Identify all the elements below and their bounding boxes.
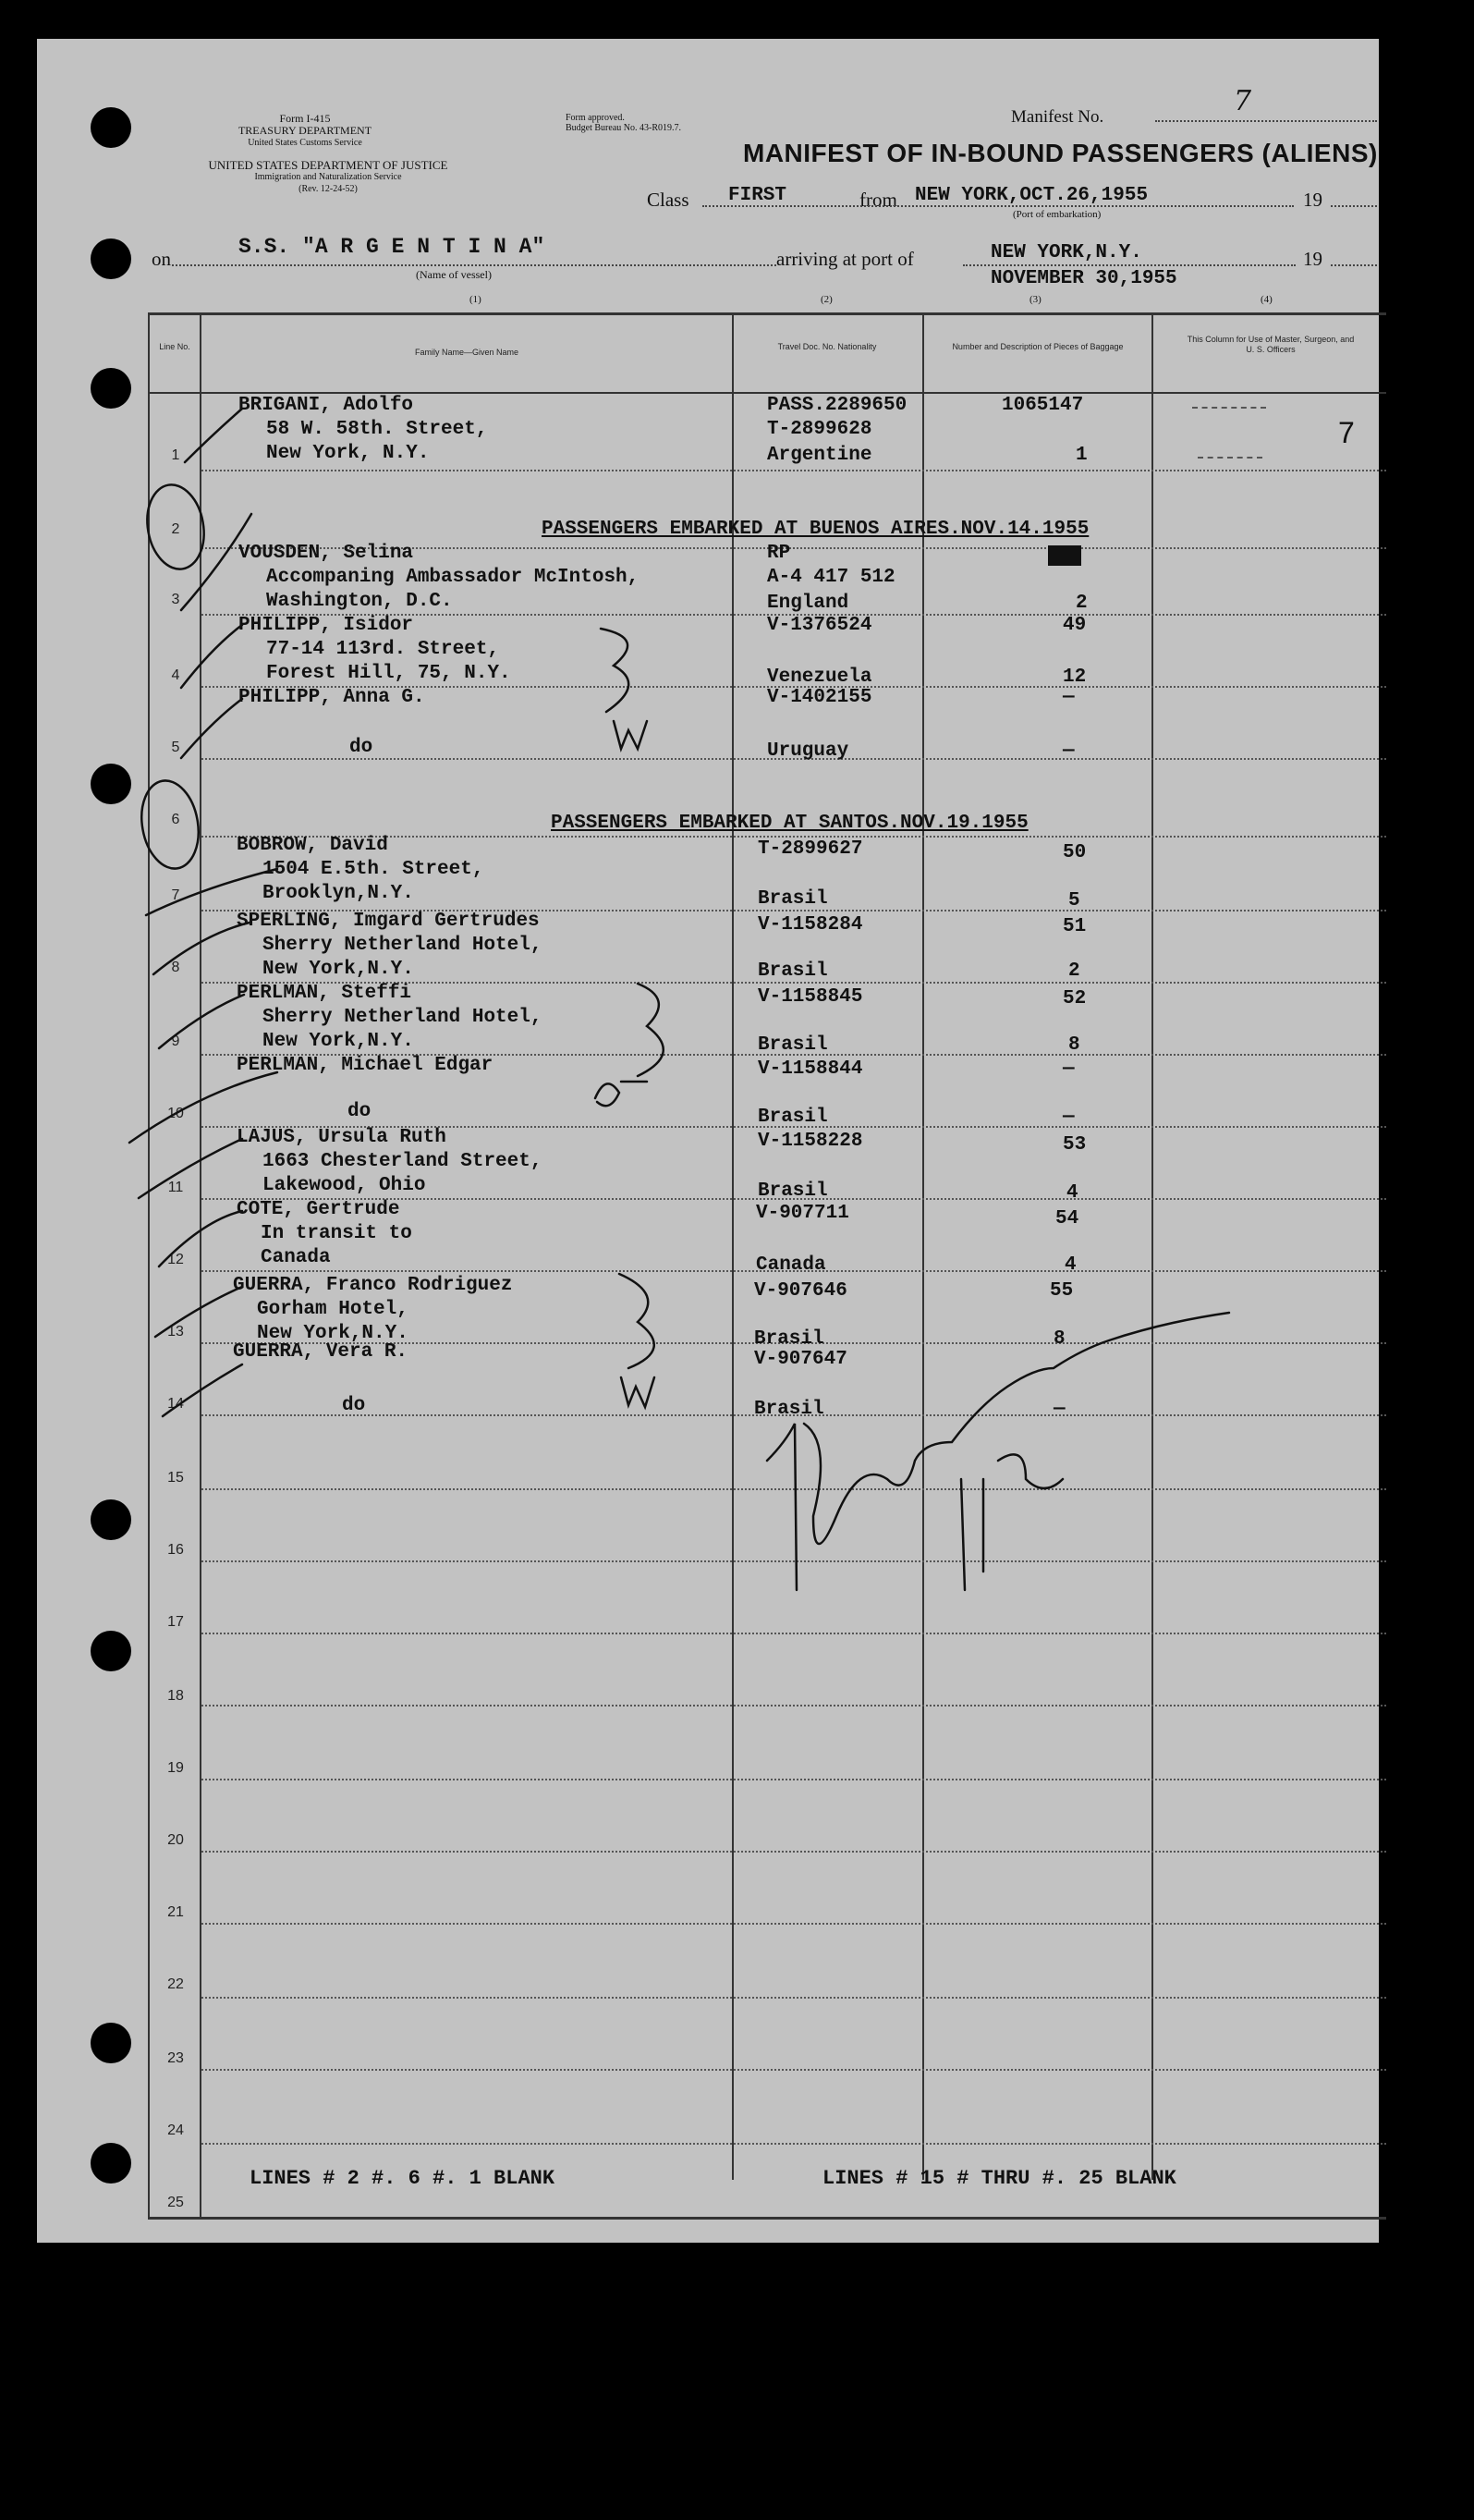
- form-number: Form I-415: [279, 112, 331, 125]
- travel-doc: V-1158228: [758, 1131, 863, 1152]
- baggage-number: —: [1063, 687, 1075, 708]
- passenger-address: Lakewood, Ohio: [262, 1175, 426, 1196]
- line-number: 3: [171, 592, 180, 607]
- circle-mark: [135, 777, 205, 874]
- line-number: 15: [167, 1470, 184, 1486]
- arrival-date: NOVEMBER 30,1955: [991, 268, 1177, 289]
- passenger-address: Canada: [261, 1247, 331, 1268]
- nationality: Brasil: [758, 888, 828, 910]
- baggage-count: 8: [1054, 1328, 1066, 1350]
- nationality: Brasil: [754, 1399, 824, 1420]
- justice-label: UNITED STATES DEPARTMENT OF JUSTICE: [208, 158, 448, 172]
- manifest-number: 7: [1234, 85, 1252, 117]
- arrival-port: NEW YORK,N.Y.: [991, 242, 1142, 263]
- passenger-address: Sherry Netherland Hotel,: [262, 1007, 542, 1028]
- passenger-name: GUERRA, Franco Rodriguez: [233, 1275, 513, 1296]
- passenger-address: Accompaning Ambassador McIntosh,: [266, 567, 640, 588]
- footer-lines-right: LINES # 15 # THRU #. 25 BLANK: [822, 2167, 1176, 2190]
- travel-doc: V-907646: [754, 1280, 847, 1302]
- bracket-mark: [601, 629, 628, 712]
- side-mark: 7: [1338, 416, 1355, 449]
- baggage-number: 51: [1063, 916, 1087, 937]
- line-number: 19: [167, 1760, 184, 1776]
- col-header-name: Family Name—Given Name: [414, 348, 519, 357]
- treasury-label: TREASURY DEPARTMENT: [238, 124, 372, 137]
- line-number: 1: [171, 447, 180, 463]
- baggage-count: 5: [1068, 890, 1080, 911]
- check-mark: [153, 923, 250, 974]
- check-mark: [163, 1364, 242, 1416]
- line-number: 18: [167, 1688, 184, 1704]
- baggage-count: 2: [1076, 593, 1088, 614]
- initial-mark: [595, 1082, 647, 1106]
- passenger-name: PHILIPP, Anna G.: [238, 687, 425, 708]
- arriving-label: arriving at port of: [776, 248, 914, 270]
- baggage-number: 53: [1063, 1134, 1087, 1156]
- baggage-count: 4: [1066, 1182, 1078, 1204]
- approved-label: Form approved.: [566, 113, 625, 123]
- on-label: on: [152, 248, 171, 270]
- passenger-name: VOUSDEN, Selina: [238, 543, 414, 564]
- line-number: 16: [167, 1542, 184, 1558]
- check-mark: [159, 1211, 242, 1266]
- circle-mark: [140, 480, 210, 573]
- manifest-title: MANIFEST OF IN-BOUND PASSENGERS (ALIENS): [743, 139, 1378, 167]
- check-mark: [159, 995, 244, 1048]
- embarkation-heading: PASSENGERS EMBARKED AT BUENOS AIRES.NOV.14.1955: [542, 519, 1090, 540]
- initial-mark: [614, 721, 647, 749]
- nationality: Brasil: [758, 1034, 828, 1056]
- year-prefix-1: 19: [1303, 189, 1322, 211]
- check-mark: [139, 1139, 242, 1198]
- line-number: 14: [167, 1396, 184, 1412]
- check-mark: [129, 1072, 277, 1143]
- nationality: Brasil: [754, 1328, 824, 1350]
- baggage-count: 2: [1068, 960, 1080, 982]
- passenger-name: LAJUS, Ursula Ruth: [237, 1127, 446, 1148]
- passenger-address: New York,N.Y.: [262, 959, 414, 980]
- baggage-count: 8: [1068, 1034, 1080, 1056]
- passenger-address: do: [347, 1101, 372, 1122]
- baggage-count: —: [1054, 1399, 1066, 1420]
- travel-doc: RP: [767, 543, 791, 564]
- signature-stroke: [767, 1313, 1229, 1590]
- baggage-number: 1065147: [1002, 395, 1084, 416]
- from-value: NEW YORK,OCT.26,1955: [915, 185, 1149, 206]
- line-number: 6: [171, 812, 180, 827]
- passenger-address: Forest Hill, 75, N.Y.: [266, 663, 511, 684]
- baggage-count: —: [1063, 740, 1075, 762]
- check-mark: [146, 869, 277, 915]
- line-number: 7: [171, 887, 180, 903]
- passenger-address: New York,N.Y.: [257, 1323, 408, 1344]
- footer-lines-left: LINES # 2 #. 6 #. 1 BLANK: [250, 2167, 555, 2190]
- passenger-address: do: [342, 1395, 366, 1416]
- passenger-name: BRIGANI, Adolfo: [238, 395, 414, 416]
- vessel-name: S.S. "A R G E N T I N A": [238, 235, 545, 259]
- col-num-2: (2): [821, 294, 833, 305]
- passenger-address: Sherry Netherland Hotel,: [262, 935, 542, 956]
- travel-doc: PASS.2289650: [767, 395, 908, 416]
- customs-label: United States Customs Service: [248, 138, 362, 148]
- travel-doc: A-4 417 512: [767, 567, 895, 588]
- col-header-travel-doc: Travel Doc. No. Nationality: [777, 342, 877, 351]
- passenger-name: GUERRA, Vera R.: [233, 1341, 408, 1363]
- port-note: (Port of embarkation): [1013, 209, 1102, 220]
- line-number: 20: [167, 1832, 184, 1848]
- check-mark: [181, 699, 242, 758]
- passenger-name: PERLMAN, Michael Edgar: [237, 1055, 493, 1076]
- line-number: 24: [167, 2122, 184, 2138]
- baggage-number: 50: [1063, 842, 1087, 863]
- line-number: 9: [171, 1034, 180, 1049]
- baggage-number: 54: [1055, 1208, 1079, 1229]
- passenger-address: Gorham Hotel,: [257, 1299, 408, 1320]
- nationality: Brasil: [758, 1180, 828, 1202]
- passenger-name: PERLMAN, Steffi: [237, 983, 412, 1004]
- nationality: Argentine: [767, 445, 872, 466]
- travel-doc: V-1158844: [758, 1058, 863, 1080]
- line-number: 13: [167, 1324, 184, 1340]
- travel-doc: V-907711: [756, 1203, 849, 1224]
- travel-doc: V-1158845: [758, 986, 863, 1008]
- passenger-address: Brooklyn,N.Y.: [262, 883, 414, 904]
- class-label: Class: [647, 189, 689, 211]
- manifest-no-label: Manifest No.: [1011, 107, 1104, 127]
- passenger-name: COTE, Gertrude: [237, 1199, 400, 1220]
- check-mark: [185, 409, 242, 462]
- nationality: Brasil: [758, 1107, 828, 1128]
- line-number: 12: [167, 1252, 184, 1267]
- passenger-address: Washington, D.C.: [266, 591, 453, 612]
- year-prefix-2: 19: [1303, 248, 1322, 270]
- passenger-name: SPERLING, Imgard Gertrudes: [237, 911, 540, 932]
- col-header-baggage: Number and Description of Pieces of Baggage: [952, 342, 1124, 351]
- travel-doc: V-907647: [754, 1349, 847, 1370]
- passenger-address: New York,N.Y.: [262, 1031, 414, 1052]
- line-number: 23: [167, 2050, 184, 2066]
- baggage-number: 55: [1050, 1280, 1074, 1302]
- travel-doc: V-1158284: [758, 914, 863, 936]
- nationality: Brasil: [758, 960, 828, 982]
- bracket-mark: [638, 984, 664, 1076]
- baggage-count: 1: [1076, 445, 1088, 466]
- baggage-number: —: [1063, 1058, 1075, 1080]
- passenger-address: In transit to: [261, 1223, 412, 1244]
- travel-doc: T-2899628: [767, 419, 872, 440]
- baggage-count: —: [1063, 1107, 1075, 1128]
- line-number: 5: [171, 740, 180, 755]
- line-number: 25: [167, 2195, 184, 2210]
- col-num-3: (3): [1029, 294, 1042, 305]
- line-number: 8: [171, 960, 180, 975]
- line-number: 10: [167, 1106, 184, 1121]
- line-number: 21: [167, 1904, 184, 1920]
- passenger-name: BOBROW, David: [237, 835, 388, 856]
- budget-label: Budget Bureau No. 43-R019.7.: [566, 123, 681, 133]
- passenger-address: do: [349, 737, 373, 758]
- travel-doc: T-2899627: [758, 838, 863, 860]
- from-label: from: [859, 189, 897, 211]
- passenger-address: New York, N.Y.: [266, 443, 430, 464]
- embarkation-heading: PASSENGERS EMBARKED AT SANTOS.NOV.19.1955: [551, 813, 1029, 834]
- initial-mark: [621, 1377, 654, 1407]
- passenger-address: 1504 E.5th. Street,: [262, 859, 484, 880]
- nationality: England: [767, 593, 849, 614]
- check-mark: [181, 514, 251, 610]
- baggage-number: 49: [1063, 615, 1087, 636]
- baggage-count: 12: [1063, 667, 1087, 688]
- line-number: 17: [167, 1614, 184, 1630]
- col-header-line-no: Line No.: [159, 342, 190, 351]
- baggage-number: 52: [1063, 988, 1087, 1009]
- nationality: Canada: [756, 1254, 826, 1276]
- line-number: 22: [167, 1976, 184, 1992]
- line-number: 2: [171, 521, 180, 537]
- line-number: 11: [167, 1180, 184, 1195]
- ins-label: Immigration and Naturalization Service: [254, 172, 402, 182]
- passenger-address: 77-14 113rd. Street,: [266, 639, 500, 660]
- rev-label: (Rev. 12-24-52): [298, 184, 358, 194]
- vessel-note: (Name of vessel): [416, 268, 492, 281]
- passenger-address: 58 W. 58th. Street,: [266, 419, 488, 440]
- check-mark: [181, 625, 242, 688]
- passenger-name: PHILIPP, Isidor: [238, 615, 414, 636]
- signature-stroke: [961, 1454, 1063, 1590]
- nationality: Venezuela: [767, 667, 872, 688]
- travel-doc: V-1402155: [767, 687, 872, 708]
- nationality: Uruguay: [767, 740, 849, 762]
- col-num-4: (4): [1261, 294, 1273, 305]
- col-num-1: (1): [469, 294, 481, 305]
- col-header-officers: This Column for Use of Master, Surgeon, and U. S. Officers: [1187, 335, 1355, 354]
- passenger-address: 1663 Chesterland Street,: [262, 1151, 542, 1172]
- bracket-mark: [619, 1274, 654, 1368]
- baggage-count: 4: [1065, 1254, 1077, 1276]
- travel-doc: V-1376524: [767, 615, 872, 636]
- check-mark: [155, 1287, 242, 1337]
- class-value: FIRST: [728, 185, 787, 206]
- line-number: 4: [171, 667, 180, 683]
